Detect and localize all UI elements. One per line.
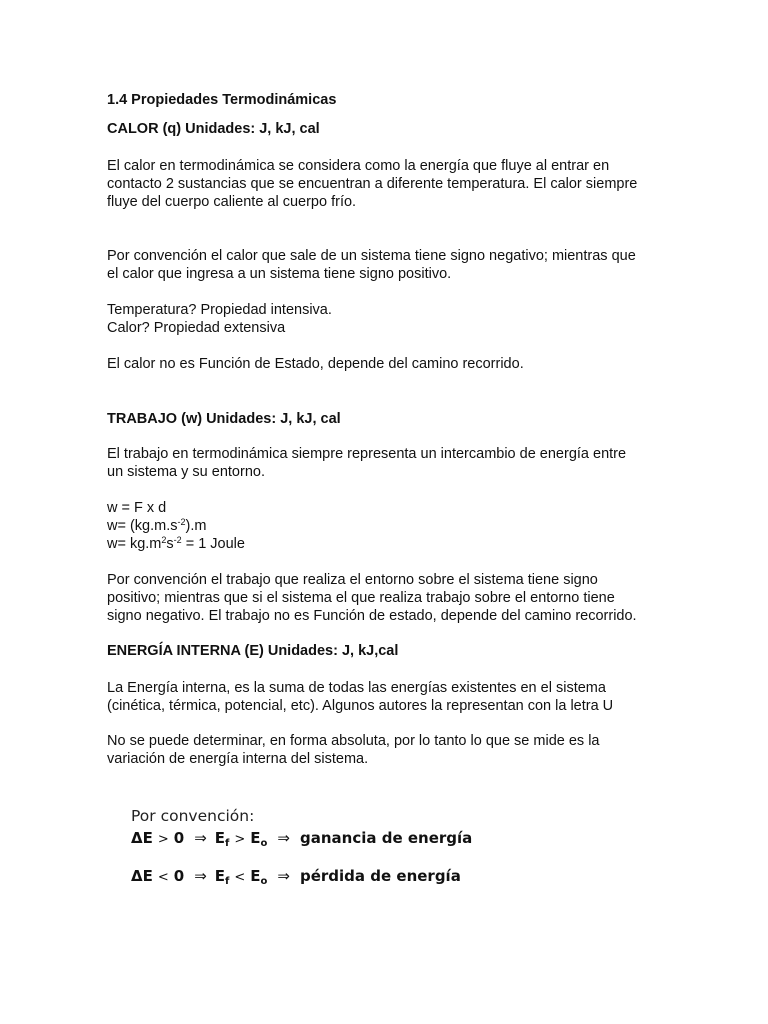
perdida-label: pérdida de energía bbox=[300, 867, 461, 885]
ganancia-label: ganancia de energía bbox=[300, 829, 473, 847]
zero: 0 bbox=[173, 829, 185, 847]
text-line: No se puede determinar, en forma absoluta, por lo tanto lo que se mide es la bbox=[107, 733, 600, 749]
trabajo-heading: TRABAJO (w) Unidades: J, kJ, cal bbox=[107, 411, 341, 427]
formula-text: = 1 Joule bbox=[181, 536, 245, 552]
formula-text: ).m bbox=[185, 518, 207, 534]
zero: 0 bbox=[173, 867, 185, 885]
trabajo-formulas bbox=[107, 499, 245, 553]
text-line: contacto 2 sustancias que se encuentran a diferente temperatura. El calor siempre bbox=[107, 176, 638, 192]
formula-line-1: w = F x d bbox=[107, 500, 167, 516]
propiedades-list bbox=[107, 301, 332, 337]
exponent: -2 bbox=[173, 535, 182, 545]
calor-line: Calor? Propiedad extensiva bbox=[107, 320, 286, 336]
formula-line-2 bbox=[107, 517, 245, 535]
trabajo-paragraph-1 bbox=[107, 445, 626, 481]
e-final: E bbox=[214, 867, 226, 885]
text-line: un sistema y su entorno. bbox=[107, 464, 265, 480]
exponent: 2 bbox=[161, 535, 167, 545]
subscript-o: o bbox=[260, 876, 268, 887]
text-line: positivo; mientras que si el sistema el que realiza trabajo sobre el entorno tiene bbox=[107, 590, 615, 606]
text-line: El trabajo en termodinámica siempre representa un intercambio de energía entre bbox=[107, 446, 627, 462]
text-line: El calor en termodinámica se considera como la energía que fluye al entrar en bbox=[107, 158, 610, 174]
text-line: La Energía interna, es la suma de todas las energías existentes en el sistema bbox=[107, 680, 606, 696]
calor-estado-line: El calor no es Función de Estado, depende del camino recorrido. bbox=[107, 356, 524, 372]
greater-than-sign: > bbox=[234, 832, 246, 847]
perdida-row bbox=[131, 866, 511, 888]
convencion-figure bbox=[131, 806, 511, 888]
convencion-title: Por convención: bbox=[131, 807, 255, 825]
e-initial: E bbox=[250, 867, 261, 885]
formula-line-3 bbox=[107, 535, 245, 553]
text-line: Por convención el trabajo que realiza el entorno sobre el sistema tiene signo bbox=[107, 572, 598, 588]
implies-arrow: ⇒ bbox=[277, 867, 290, 885]
less-than-sign: < bbox=[234, 870, 246, 885]
formula-text: w= (kg.m.s bbox=[107, 518, 178, 534]
section-title: 1.4 Propiedades Termodinámicas bbox=[107, 92, 337, 108]
delta-e: ΔE bbox=[131, 867, 153, 885]
implies-arrow: ⇒ bbox=[194, 867, 207, 885]
e-final: E bbox=[214, 829, 226, 847]
text-line: fluye del cuerpo caliente al cuerpo frío. bbox=[107, 194, 357, 210]
text-line: signo negativo. El trabajo no es Función de estado, depende del camino recorrido. bbox=[107, 608, 637, 624]
greater-than-sign: > bbox=[157, 832, 169, 847]
formula-text: s bbox=[166, 536, 174, 552]
subscript-o: o bbox=[260, 838, 268, 849]
ganancia-row bbox=[131, 828, 511, 850]
text-line: (cinética, térmica, potencial, etc). Algunos autores la representan con la letra U bbox=[107, 698, 614, 714]
subscript-f: f bbox=[225, 876, 230, 887]
formula-text: w= kg.m bbox=[107, 536, 162, 552]
subscript-f: f bbox=[225, 838, 230, 849]
temperatura-line: Temperatura? Propiedad intensiva. bbox=[107, 302, 332, 318]
less-than-sign: < bbox=[157, 870, 169, 885]
trabajo-paragraph-2 bbox=[107, 571, 637, 625]
delta-e: ΔE bbox=[131, 829, 153, 847]
text-line: Por convención el calor que sale de un sistema tiene signo negativo; mientras que bbox=[107, 248, 636, 264]
energia-paragraph-2 bbox=[107, 732, 600, 768]
calor-paragraph-1 bbox=[107, 157, 637, 211]
implies-arrow: ⇒ bbox=[194, 829, 207, 847]
energia-paragraph-1 bbox=[107, 679, 613, 715]
energia-heading: ENERGÍA INTERNA (E) Unidades: J, kJ,cal bbox=[107, 643, 399, 659]
exponent: -2 bbox=[177, 517, 186, 527]
implies-arrow: ⇒ bbox=[277, 829, 290, 847]
calor-paragraph-2 bbox=[107, 247, 636, 283]
text-line: el calor que ingresa a un sistema tiene signo positivo. bbox=[107, 266, 452, 282]
calor-heading: CALOR (q) Unidades: J, kJ, cal bbox=[107, 121, 320, 137]
e-initial: E bbox=[250, 829, 261, 847]
text-line: variación de energía interna del sistema. bbox=[107, 751, 369, 767]
